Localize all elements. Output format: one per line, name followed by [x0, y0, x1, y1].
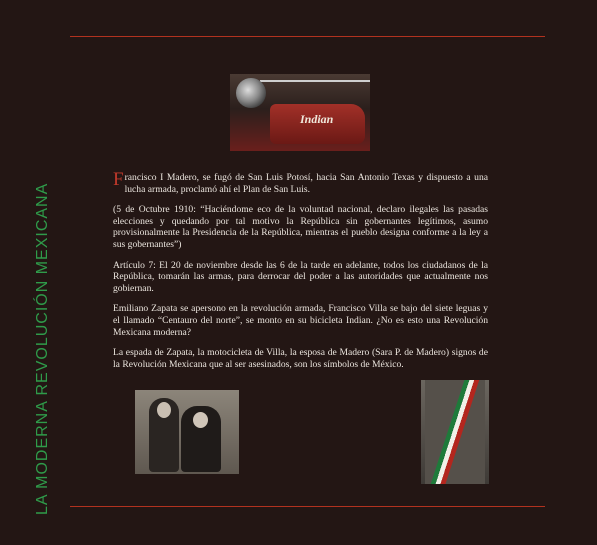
paragraph-1	[113, 169, 488, 195]
top-rule	[70, 36, 545, 37]
drop-cap: F	[113, 169, 124, 190]
bottom-rule	[70, 506, 545, 507]
sash-photo	[421, 380, 489, 484]
handlebar-shape	[260, 80, 370, 82]
woman-face	[157, 402, 171, 418]
paragraph-4: Emiliano Zapata se apersono en la revolución armada, Francisco Villa se bajo del siete leguas y el llamado “Centauro del norte”, se monto en su bicicleta Indian. ¿No es esto una Revolución Mexicana moderna?	[113, 303, 488, 338]
paragraph-5: La espada de Zapata, la motocicleta de Villa, la esposa de Madero (Sara P. de Madero) signos de la Revolución Mexicana que al ser asesinados, son los símbolos de México.	[113, 347, 488, 370]
motorcycle-photo	[230, 74, 370, 151]
couple-photo	[135, 390, 239, 474]
article-body	[113, 169, 488, 379]
indian-logo: Indian	[300, 112, 334, 126]
paragraph-1-text: rancisco I Madero, se fugó de San Luis Potosí, hacia San Antonio Texas y dispuesto a una lucha armada, proclamó ahí el Plan de San Luis.	[124, 172, 488, 195]
paragraph-2: (5 de Octubre 1910: “Haciéndome eco de la voluntad nacional, declaro ilegales las pasadas elecciones y quedando por tal motivo la República sin gobernantes legítimos, asumo provisionalmente la Presidencia de la República, mientras el pueblo designa conforme a la ley a sus gobernantes”)	[113, 204, 488, 250]
man-face	[193, 412, 208, 428]
side-title: LA MODERNA REVOLUCIÓN MEXICANA	[34, 182, 51, 515]
paragraph-3: Artículo 7: El 20 de noviembre desde las 6 de la tarde en adelante, todos los ciudadanos de la República, tomarán las armas, para derrocar del poder a las autoridades que actualmente nos gobiernan.	[113, 259, 488, 294]
headlamp-shape	[236, 78, 266, 108]
